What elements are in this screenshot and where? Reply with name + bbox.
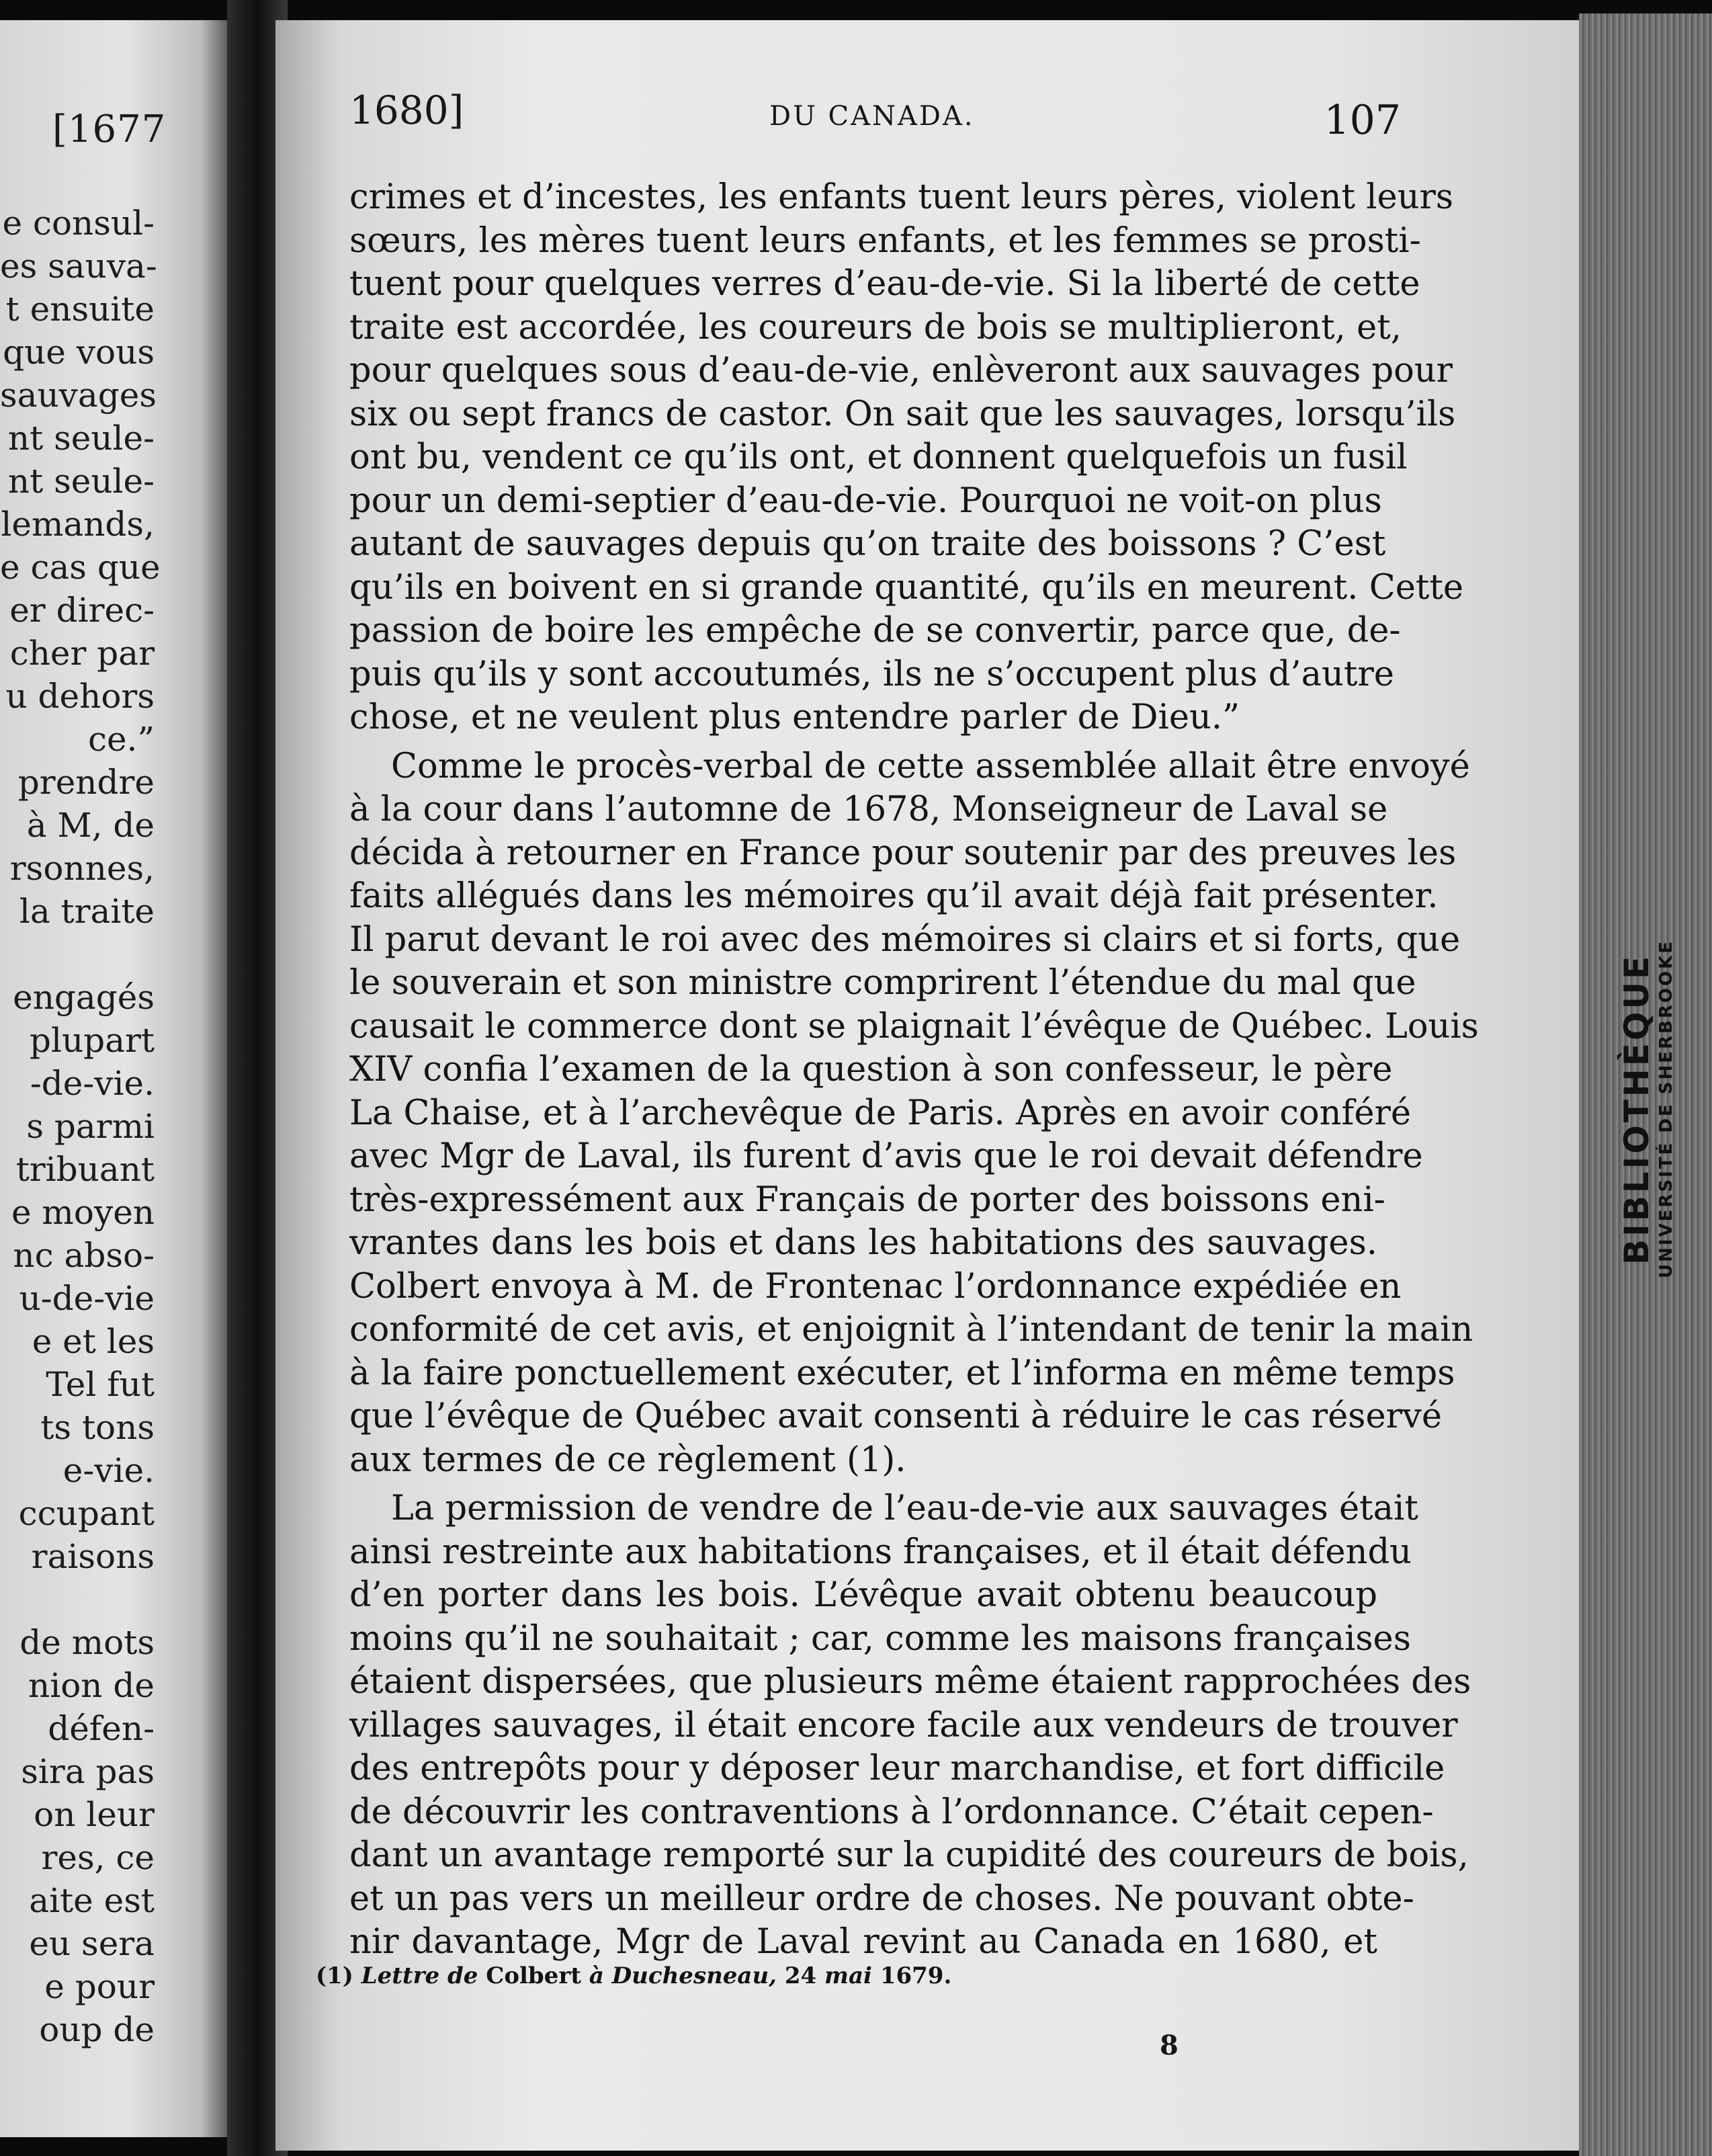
left-page-line: raisons	[31, 1537, 155, 1576]
left-page-line: er direc-	[9, 591, 155, 630]
left-page	[0, 20, 228, 2137]
left-page-line: tribuant	[15, 1150, 155, 1189]
footnote-text-2: Colbert	[486, 1962, 581, 1989]
left-page-line: es sauva-	[0, 247, 157, 286]
footnote-text-6: 1679.	[880, 1962, 952, 1989]
text-line: pour un demi-septier d’eau-de-vie. Pourquoi ne voit-on plus	[349, 481, 1382, 521]
text-line: d’en porter dans les bois. L’évêque avait obtenu beaucoup	[349, 1575, 1377, 1615]
text-line: Colbert envoya à M. de Frontenac l’ordonnance expédiée en	[349, 1266, 1402, 1307]
text-line: La permission de vendre de l’eau-de-vie aux sauvages était	[391, 1489, 1418, 1528]
text-line: et un pas vers un meilleur ordre de choses. Ne pouvant obte-	[349, 1878, 1414, 1919]
text-line: nir davantage, Mgr de Laval revint au Canada en 1680, et	[349, 1922, 1377, 1962]
left-page-line: on leur	[34, 1795, 155, 1834]
footnote-marker: (1)	[316, 1962, 353, 1989]
text-line: très-expressément aux Français de porter des boissons eni-	[349, 1179, 1385, 1220]
header-title: DU CANADA.	[769, 101, 975, 132]
left-page-line: u-de-vie	[19, 1279, 155, 1318]
left-page-line: Tel fut	[46, 1365, 155, 1404]
left-page-line: plupart	[29, 1021, 155, 1060]
text-line: étaient dispersées, que plusieurs même étaient rapprochées des	[349, 1662, 1471, 1702]
left-page-line: nion de	[28, 1666, 155, 1705]
left-page-line: engagés	[13, 978, 155, 1017]
left-page-line: eu sera	[29, 1924, 155, 1963]
text-line: autant de sauvages depuis qu’on traite des boissons ? C’est	[349, 524, 1386, 564]
left-page-line: e-vie.	[62, 1451, 155, 1490]
stamp-line-2: UNIVERSITÉ DE SHERBROOKE	[1656, 939, 1676, 1278]
header-year: 1680]	[349, 87, 464, 133]
left-page-line: nt seule-	[7, 462, 155, 501]
text-line: pour quelques sous d’eau-de-vie, enlèveront aux sauvages pour	[349, 351, 1453, 390]
footnote-text-5: mai	[824, 1962, 872, 1989]
footnote	[316, 1962, 951, 1989]
left-page-line: cher par	[9, 634, 155, 673]
text-line: que l’évêque de Québec avait consenti à réduire le cas réservé	[349, 1397, 1443, 1436]
text-line: puis qu’ils y sont accoutumés, ils ne s’occupent plus d’autre	[349, 654, 1394, 694]
left-page-line: à M, de	[26, 806, 155, 845]
footnote-text-1: Lettre de	[361, 1962, 478, 1989]
text-line: de découvrir les contraventions à l’ordonnance. C’était cepen-	[349, 1792, 1434, 1832]
left-page-line: u dehors	[5, 677, 155, 716]
footnote-text-4: 24	[784, 1962, 817, 1989]
left-page-line: s parmi	[26, 1107, 155, 1146]
left-page-line: défen-	[48, 1709, 155, 1748]
text-line: vrantes dans les bois et dans les habitations des sauvages.	[349, 1223, 1377, 1263]
left-page-text	[0, 202, 228, 2051]
text-line: ainsi restreinte aux habitations françaises, et il était défendu	[349, 1532, 1412, 1572]
left-page-line: e pour	[44, 1967, 155, 2006]
left-page-line: aite est	[29, 1881, 155, 1920]
text-line: Comme le procès-verbal de cette assemblée allait être envoyé	[391, 746, 1470, 786]
footnote-text-3: à Duchesneau,	[589, 1962, 777, 1989]
text-line: des entrepôts pour y déposer leur marchandise, et fort difficile	[349, 1749, 1445, 1788]
left-page-line: e moyen	[11, 1193, 155, 1232]
running-header	[349, 87, 1401, 148]
left-page-line	[0, 933, 228, 976]
text-line: ont bu, vendent ce qu’ils ont, et donnent quelquefois un fusil	[349, 438, 1408, 477]
left-page-line: de mots	[19, 1623, 155, 1662]
text-line: tuent pour quelques verres d’eau-de-vie. Si la liberté de cette	[349, 264, 1420, 304]
left-page-line: -de-vie.	[30, 1064, 155, 1103]
text-line: sœurs, les mères tuent leurs enfants, et les femmes se prosti-	[349, 220, 1421, 261]
left-page-line: res, ce	[41, 1838, 155, 1877]
text-line: traite est accordée, les coureurs de bois se multiplieront, et,	[349, 307, 1402, 347]
text-line: moins qu’il ne souhaitait ; car, comme les maisons françaises	[349, 1618, 1411, 1659]
left-page-line: sira pas	[21, 1752, 155, 1791]
left-page-line: e consul-	[2, 204, 155, 243]
text-line: villages sauvages, il était encore facile aux vendeurs de trouver	[349, 1705, 1458, 1745]
text-line: causait le commerce dont se plaignait l’évêque de Québec. Louis	[349, 1006, 1479, 1046]
text-line: XIV confia l’examen de la question à son confesseur, le père	[349, 1050, 1393, 1089]
left-page-line: lemands,	[1, 505, 155, 544]
paragraph-gap	[349, 740, 1377, 745]
stamp-line-1: BIBLIOTHÈQUE	[1617, 953, 1656, 1265]
text-line: à la faire ponctuellement exécuter, et l’informa en même temps	[349, 1353, 1455, 1393]
left-page-line: prendre	[17, 763, 155, 802]
signature-mark: 8	[1160, 2030, 1179, 2061]
text-line: chose, et ne veulent plus entendre parler de Dieu.”	[349, 698, 1240, 737]
left-page-line: nc abso-	[13, 1236, 155, 1275]
paragraph-gap	[349, 1482, 1377, 1487]
library-stamp	[1570, 840, 1712, 1378]
text-line: La Chaise, et à l’archevêque de Paris. Après en avoir conféré	[349, 1093, 1412, 1133]
text-line: à la cour dans l’automne de 1678, Monseigneur de Laval se	[349, 790, 1388, 829]
text-line: conformité de cet avis, et enjoignit à l’intendant de tenir la main	[349, 1310, 1473, 1350]
left-page-line: e cas que	[0, 548, 161, 587]
left-page-line: ts tons	[40, 1408, 155, 1447]
text-line: aux termes de ce règlement (1).	[349, 1440, 906, 1480]
left-page-line: t ensuite	[5, 290, 155, 329]
left-page-line: nt seule-	[7, 419, 155, 458]
text-line: décida à retourner en France pour soutenir par des preuves les	[349, 833, 1457, 873]
text-line: six ou sept francs de castor. On sait que les sauvages, lorsqu’ils	[349, 394, 1456, 434]
left-page-line	[0, 1578, 228, 1621]
text-line: le souverain et son ministre comprirent l’étendue du mal que	[349, 963, 1416, 1003]
left-page-header: [1677	[52, 108, 167, 151]
left-page-line: que vous	[3, 333, 155, 372]
text-line: passion de boire les empêche de se convertir, parce que, de-	[349, 611, 1401, 651]
text-line: qu’ils en boivent en si grande quantité, qu’ils en meurent. Cette	[349, 567, 1464, 608]
left-page-line: rsonnes,	[9, 849, 155, 888]
left-page-line: oup de	[39, 2010, 155, 2049]
text-line: dant un avantage remporté sur la cupidité des coureurs de bois,	[349, 1835, 1469, 1875]
left-page-line: sauvages	[0, 376, 157, 415]
body-text	[349, 176, 1479, 1964]
text-line: Il parut devant le roi avec des mémoires si clairs et si forts, que	[349, 919, 1461, 960]
page-number: 107	[1324, 97, 1401, 144]
left-page-line: ce.”	[87, 720, 155, 759]
text-line: avec Mgr de Laval, ils furent d’avis que le roi devait défendre	[349, 1136, 1423, 1176]
left-page-line: ccupant	[18, 1494, 155, 1533]
text-line: faits allégués dans les mémoires qu’il avait déjà fait présenter.	[349, 876, 1439, 916]
text-line: crimes et d’incestes, les enfants tuent leurs pères, violent leurs	[349, 177, 1454, 217]
left-page-line: e et les	[32, 1322, 155, 1361]
left-page-line: la traite	[19, 892, 155, 931]
